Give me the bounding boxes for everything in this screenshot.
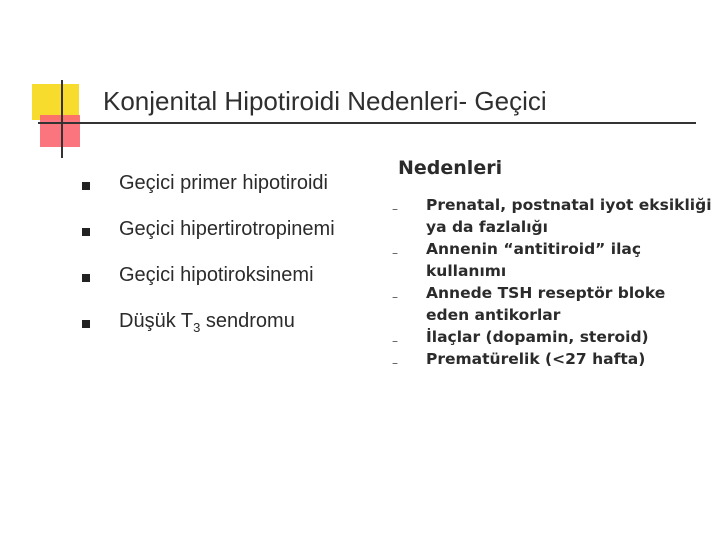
section-heading: Nedenleri xyxy=(398,157,503,179)
square-bullet-icon xyxy=(82,320,90,328)
dash-marker: – xyxy=(392,290,398,304)
cause-text: Annenin “antitiroid” ilaç kullanımı xyxy=(426,240,642,280)
dash-marker: – xyxy=(392,246,398,260)
cause-text: Annede TSH reseptör bloke eden antikorlar xyxy=(426,284,666,324)
bullet-text-part: sendromu xyxy=(200,310,295,332)
list-item xyxy=(392,194,712,238)
decorative-vertical-line xyxy=(61,80,63,158)
title-underline xyxy=(38,122,696,124)
list-item xyxy=(392,326,712,348)
square-bullet-icon xyxy=(82,228,90,236)
cause-text: İlaçlar (dopamin, steroid) xyxy=(426,328,649,346)
list-item xyxy=(392,282,712,326)
dash-marker: – xyxy=(392,356,398,370)
causes-list xyxy=(392,194,712,370)
bullet-text-part: Düşük T xyxy=(119,310,194,332)
decorative-red-square xyxy=(40,115,80,147)
list-item xyxy=(82,172,335,218)
left-bullet-list xyxy=(82,172,335,356)
square-bullet-icon xyxy=(82,182,90,190)
list-item xyxy=(82,264,335,310)
bullet-text xyxy=(119,310,295,335)
list-item xyxy=(392,238,712,282)
subscript: 3 xyxy=(193,320,201,335)
cause-text: Prenatal, postnatal iyot eksikliği ya da fazlalığı xyxy=(426,196,712,236)
bullet-text: Geçici primer hipotiroidi xyxy=(119,172,328,194)
cause-text: Prematürelik (<27 hafta) xyxy=(426,350,646,368)
slide-title: Konjenital Hipotiroidi Nedenleri- Geçici xyxy=(103,86,547,116)
bullet-text: Geçici hipotiroksinemi xyxy=(119,264,314,286)
square-bullet-icon xyxy=(82,274,90,282)
list-item xyxy=(82,218,335,264)
bullet-text: Geçici hipertirotropinemi xyxy=(119,218,335,240)
dash-marker: – xyxy=(392,334,398,348)
list-item xyxy=(392,348,712,370)
list-item xyxy=(82,310,335,356)
dash-marker: – xyxy=(392,202,398,216)
